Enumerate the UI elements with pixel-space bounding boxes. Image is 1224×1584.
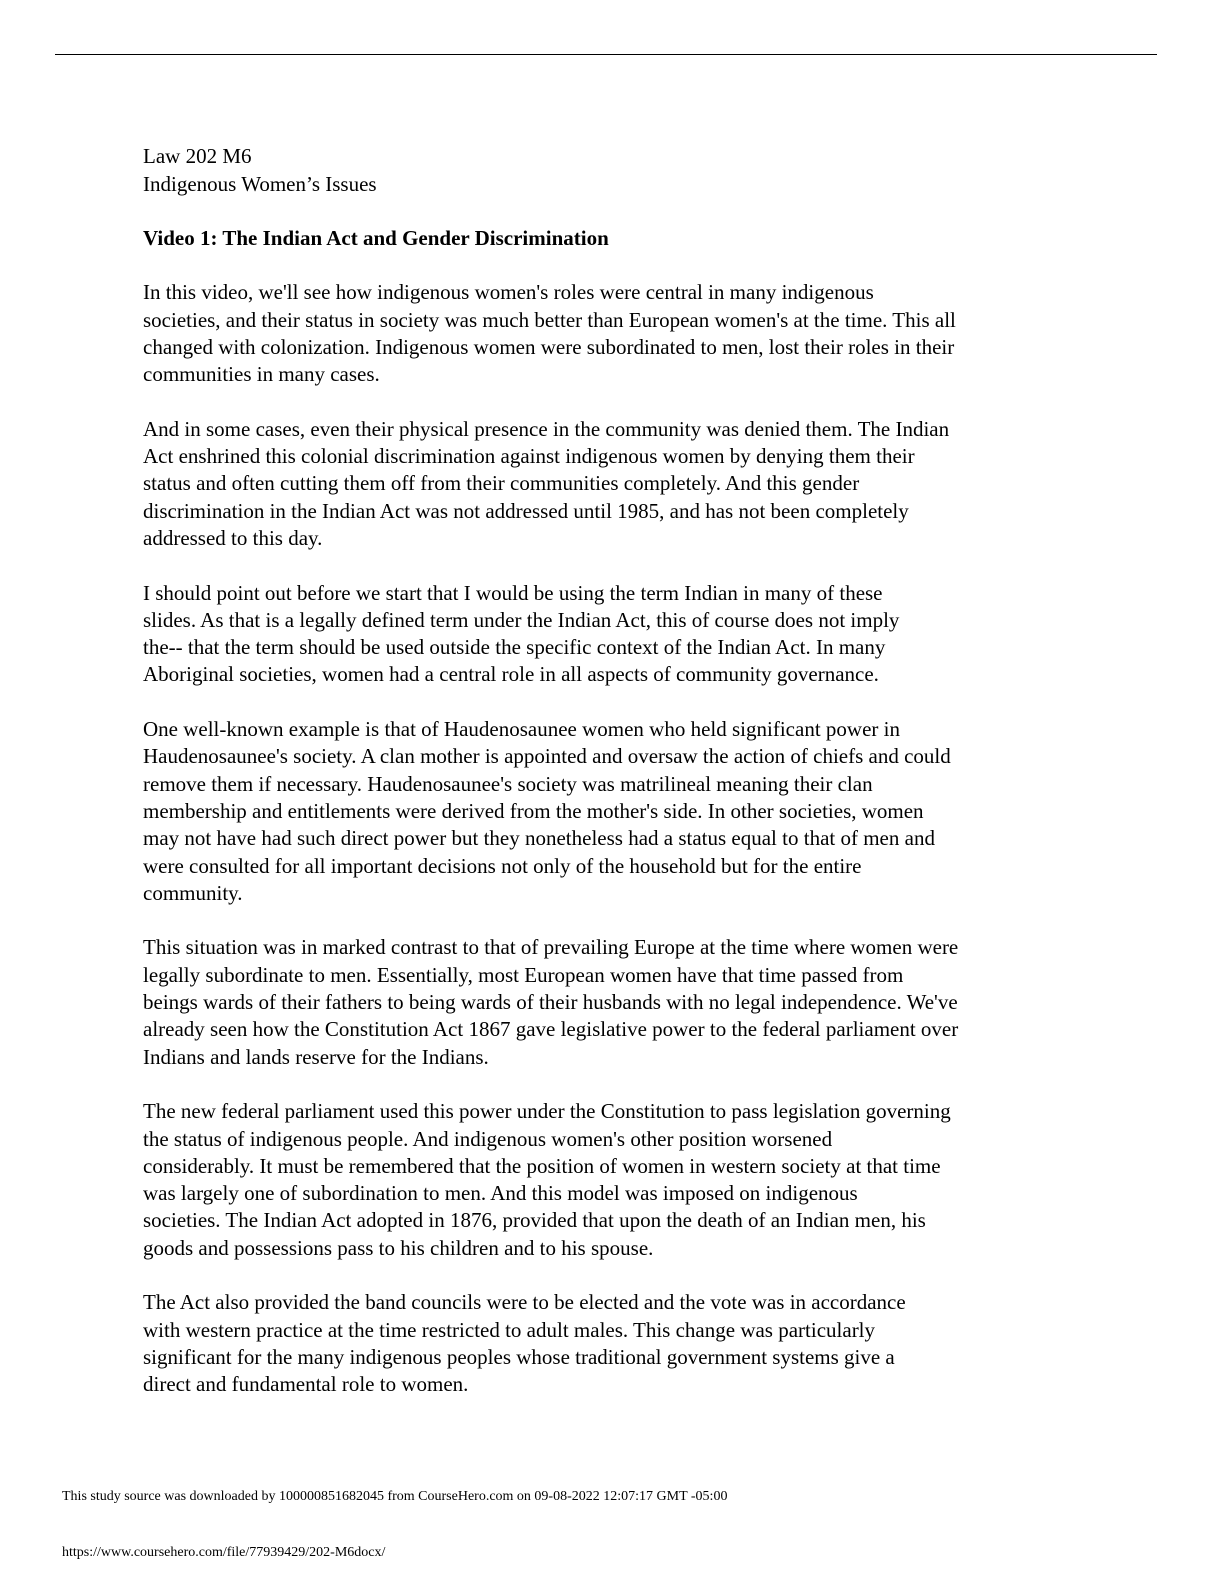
text-line: already seen how the Constitution Act 1867 gave legislative power to the federal parliament over [143,1017,959,1042]
text-line: Act enshrined this colonial discrimination against indigenous women by denying them their [143,444,915,469]
text-line: beings wards of their fathers to being wards of their husbands with no legal independence. We've [143,990,958,1015]
text-line: was largely one of subordination to men. And this model was imposed on indigenous [143,1181,858,1206]
text-line: communities in many cases. [143,362,380,387]
paragraph-1 [143,279,1083,388]
text-line: the-- that the term should be used outside the specific context of the Indian Act. In many [143,635,886,660]
top-divider [55,54,1157,55]
paragraph-3 [143,580,1083,689]
text-line: legally subordinate to men. Essentially, most European women have that time passed from [143,962,904,987]
text-line: changed with colonization. Indigenous women were subordinated to men, lost their roles in their [143,334,955,359]
text-line: societies. The Indian Act adopted in 1876, provided that upon the death of an Indian men, his [143,1208,926,1233]
text-line: remove them if necessary. Haudenosaunee's society was matrilineal meaning their clan [143,771,873,796]
text-line: goods and possessions pass to his children and to his spouse. [143,1235,654,1260]
text-line: Indians and lands reserve for the Indians. [143,1044,489,1069]
text-line: may not have had such direct power but they nonetheless had a status equal to that of men and [143,826,935,851]
text-line: the status of indigenous people. And indigenous women's other position worsened [143,1126,833,1151]
text-line: addressed to this day. [143,525,323,550]
text-line: In this video, we'll see how indigenous women's roles were central in many indigenous [143,280,874,305]
course-code: Law 202 M6 [143,144,252,168]
paragraph-2 [143,416,1083,552]
paragraph-4 [143,716,1083,907]
text-line: direct and fundamental role to women. [143,1372,469,1397]
paragraph-6 [143,1098,1083,1262]
text-line: slides. As that is a legally defined term under the Indian Act, this of course does not imply [143,607,900,632]
text-line: I should point out before we start that I would be using the term Indian in many of these [143,580,883,605]
section-heading: Video 1: The Indian Act and Gender Discrimination [143,226,609,250]
paragraph-7 [143,1289,1083,1398]
text-line: This situation was in marked contrast to that of prevailing Europe at the time where women were [143,935,959,960]
document-body [143,143,1083,1398]
text-line: And in some cases, even their physical presence in the community was denied them. The Indian [143,416,950,441]
text-line: discrimination in the Indian Act was not addressed until 1985, and has not been completely [143,498,909,523]
text-line: The Act also provided the band councils were to be elected and the vote was in accordance [143,1290,906,1315]
text-line: were consulted for all important decisions not only of the household but for the entire [143,853,862,878]
text-line: Aboriginal societies, women had a central role in all aspects of community governance. [143,662,879,687]
text-line: The new federal parliament used this power under the Constitution to pass legislation governing [143,1099,951,1124]
text-line: with western practice at the time restricted to adult males. This change was particularly [143,1317,876,1342]
text-line: One well-known example is that of Haudenosaunee women who held significant power in [143,717,900,742]
download-notice: This study source was downloaded by 100000851682045 from CourseHero.com on 09-08-2022 12:07:17 GMT -05:00 [62,1489,728,1504]
text-line: membership and entitlements were derived from the mother's side. In other societies, women [143,798,924,823]
module-topic: Indigenous Women’s Issues [143,171,377,196]
text-line: significant for the many indigenous peoples whose traditional government systems give a [143,1344,895,1369]
text-line: societies, and their status in society was much better than European women's at the time. This all [143,307,956,332]
text-line: community. [143,880,243,905]
text-line: status and often cutting them off from their communities completely. And this gender [143,471,860,496]
text-line: considerably. It must be remembered that the position of women in western society at that time [143,1153,941,1178]
source-url: https://www.coursehero.com/file/77939429/202-M6docx/ [62,1545,386,1560]
paragraph-5 [143,934,1083,1070]
text-line: Haudenosaunee's society. A clan mother is appointed and oversaw the action of chiefs and could [143,744,951,769]
